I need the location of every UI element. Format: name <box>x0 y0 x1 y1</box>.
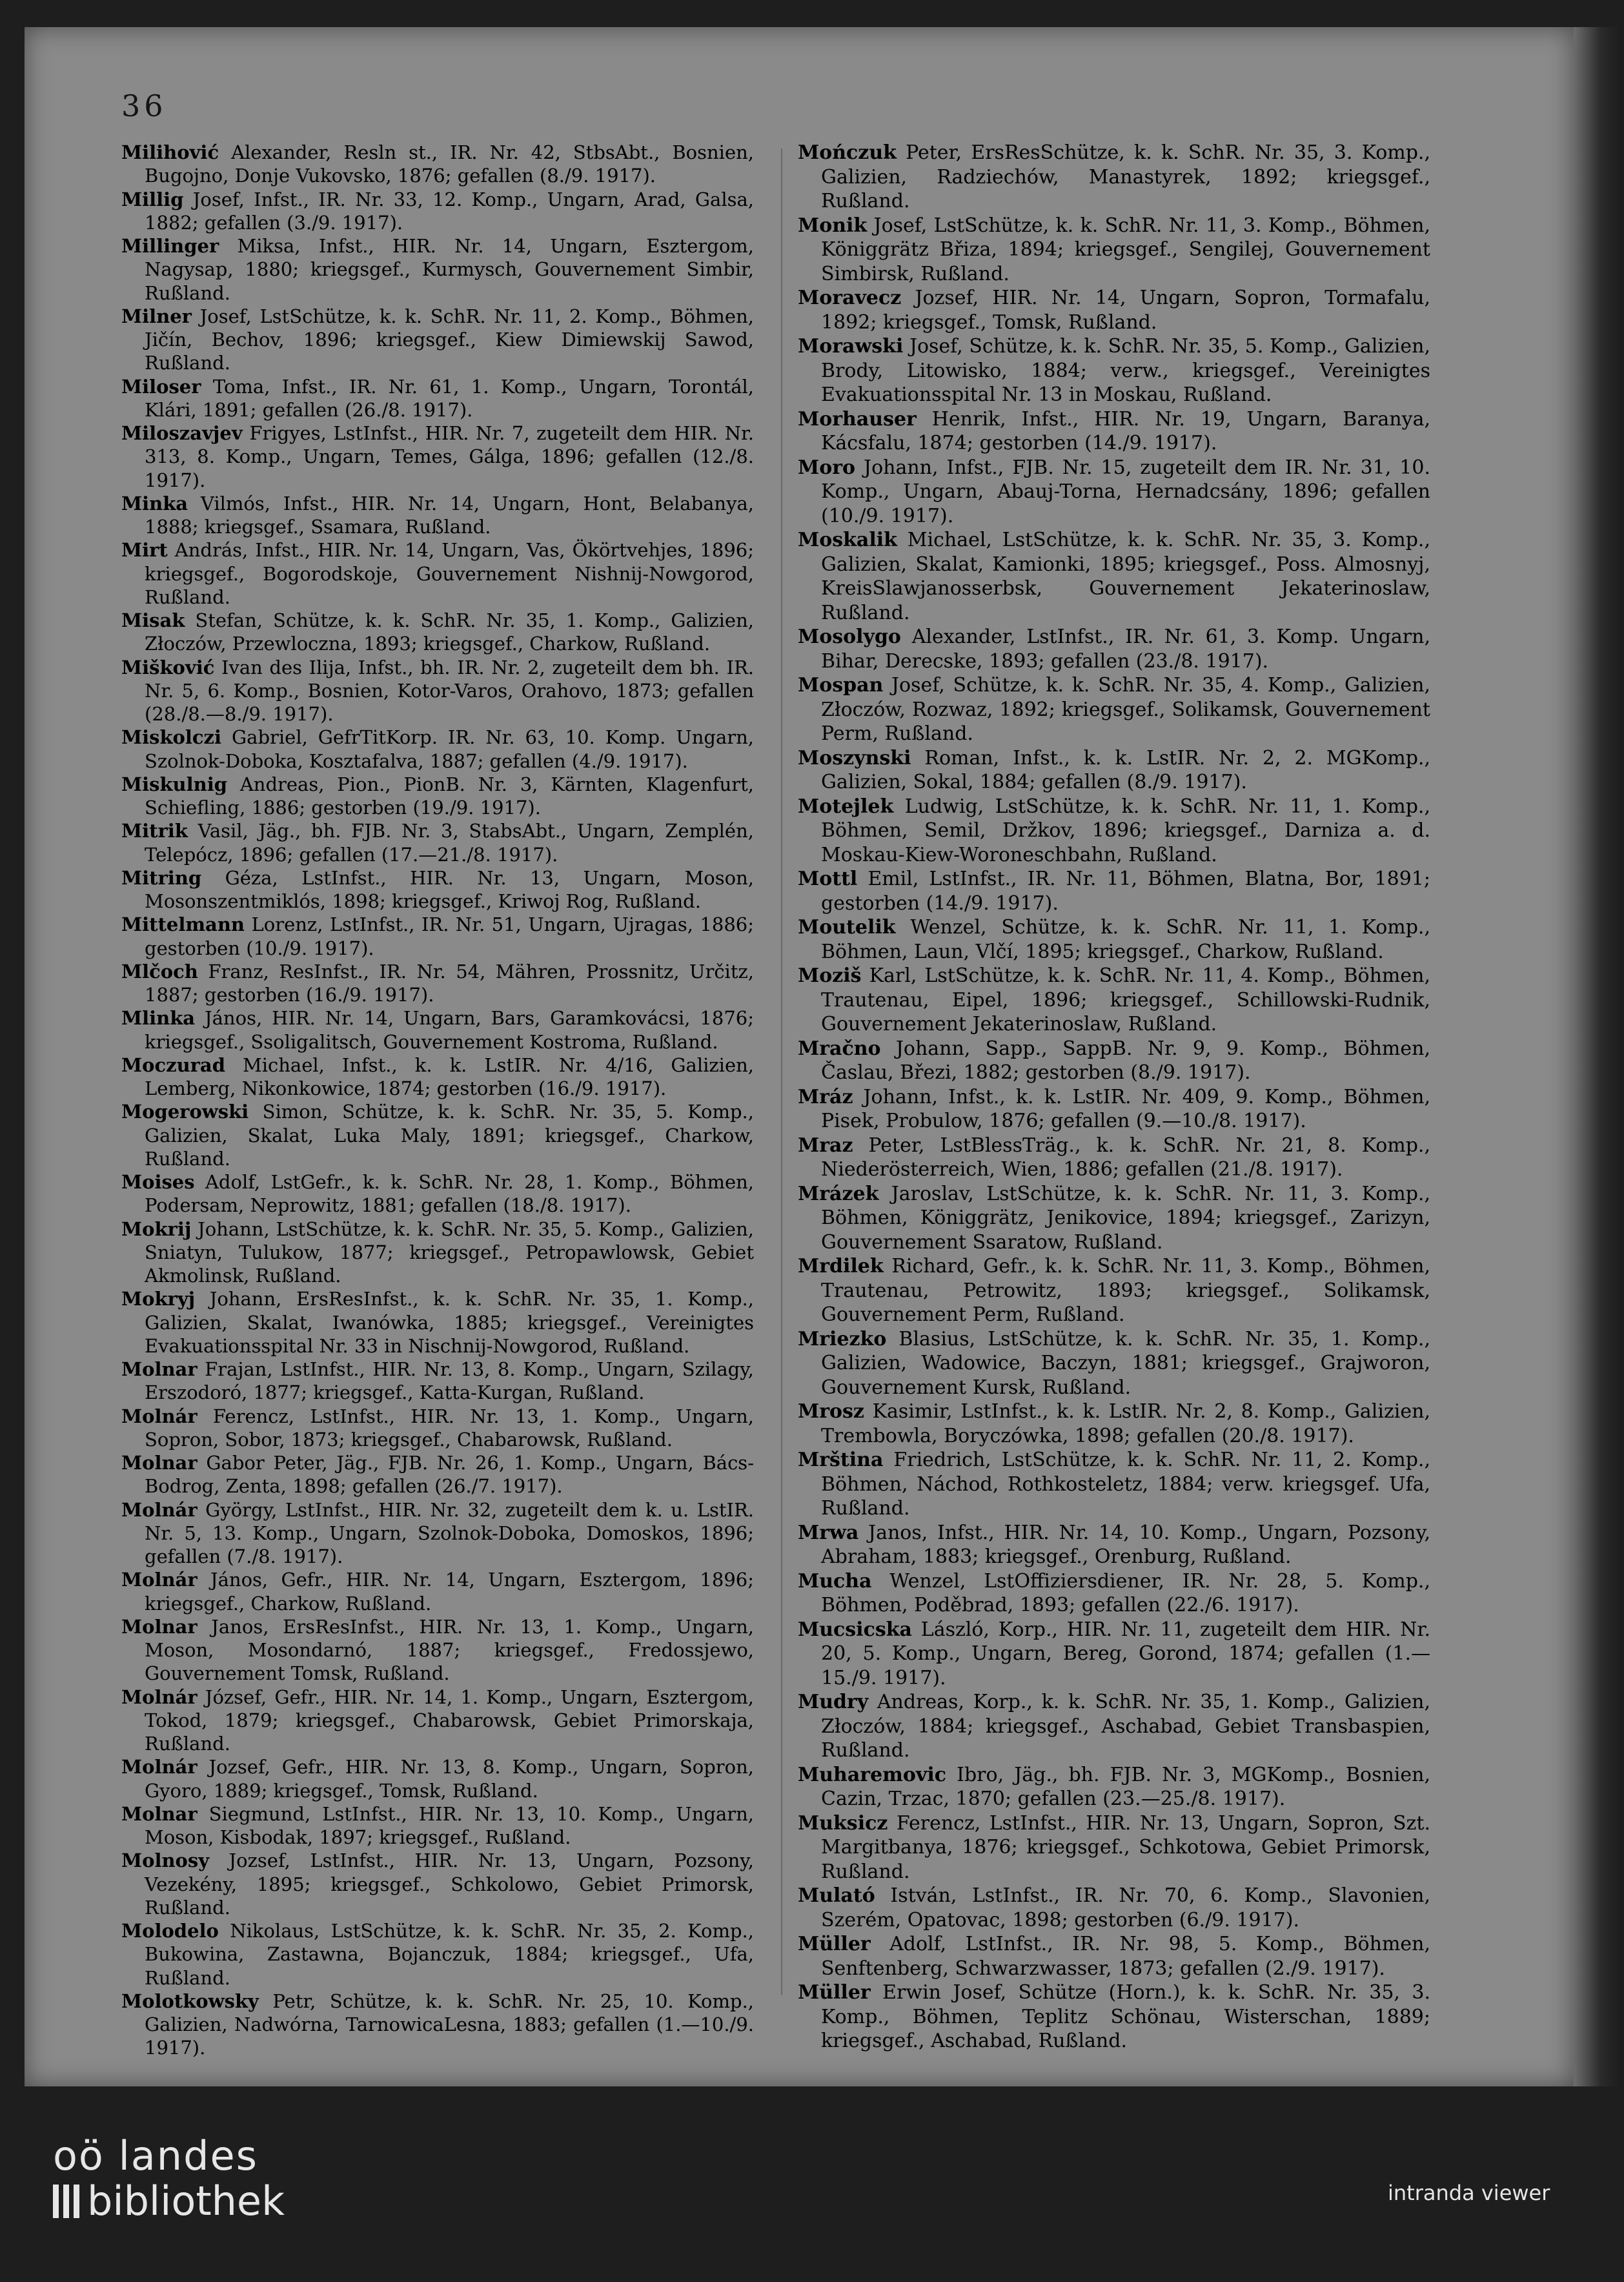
register-entry <box>121 1568 754 1615</box>
register-entry <box>121 1686 754 1756</box>
viewer-label[interactable]: intranda viewer <box>1388 2181 1550 2205</box>
entry-surname: Mrázek <box>798 1182 879 1205</box>
entry-details: Peter, LstBlessTräg., k. k. SchR. Nr. 21, 8. Komp., Niederösterreich, Wien, 1886; gefallen (21./8. 1917). <box>821 1134 1430 1181</box>
register-entry <box>798 746 1430 795</box>
entry-details: Alexander, LstInfst., IR. Nr. 61, 3. Komp. Ungarn, Bihar, Derecske, 1893; gefallen (23./8. 1917). <box>821 626 1430 673</box>
entry-surname: Molnar <box>121 1615 198 1638</box>
entry-details: Peter, ErsResSchütze, k. k. SchR. Nr. 35, 3. Komp., Galizien, Radziechów, Manastyrek, 1892; kriegsgef., Rußland. <box>821 141 1430 212</box>
entry-details: Ferencz, LstInfst., HIR. Nr. 13, Ungarn, Sopron, Szt. Margitbanya, 1876; kriegsgef., Schkotowa, Gebiet Primorsk, Rußland. <box>821 1811 1430 1883</box>
register-entry <box>121 1755 754 1802</box>
entry-surname: Mrosz <box>798 1400 864 1423</box>
register-entry <box>121 1451 754 1498</box>
register-entry <box>798 915 1430 964</box>
entry-details: Siegmund, LstInfst., HIR. Nr. 13, 10. Komp., Ungarn, Moson, Kisbodak, 1897; kriegsgef., Rußland. <box>145 1802 754 1848</box>
register-entry <box>121 960 754 1007</box>
entry-details: Ludwig, LstSchütze, k. k. SchR. Nr. 11, 1. Komp., Böhmen, Semil, Držkov, 1896; kriegsgef., Darniza a. d. Moskau-Kiew-Woroneschbahn, Rußland. <box>821 795 1430 866</box>
register-entry <box>798 1327 1430 1400</box>
register-entry <box>121 1849 754 1919</box>
entry-details: Frajan, LstInfst., HIR. Nr. 13, 8. Komp., Ungarn, Szilagy, Erszodoró, 1877; kriegsgef., Katta-Kurgan, Rußland. <box>145 1358 754 1404</box>
entry-surname: Miskulnig <box>121 773 228 795</box>
entry-surname: Millig <box>121 188 184 210</box>
entry-surname: Molnosy <box>121 1849 210 1872</box>
entry-details: János, Gefr., HIR. Nr. 14, Ungarn, Esztergom, 1896; kriegsgef., Charkow, Rußland. <box>145 1569 754 1615</box>
register-entry <box>798 1448 1430 1521</box>
library-logo[interactable] <box>53 2134 285 2224</box>
register-entry <box>121 1054 754 1101</box>
entry-details: Josef, Schütze, k. k. SchR. Nr. 35, 5. Komp., Galizien, Brody, Litowisko, 1884; verw., kriegsgef., Vereinigtes Evakuationsspital Nr. 13 in Moskau, Rußland. <box>821 335 1430 406</box>
entry-details: Kasimir, LstInfst., k. k. LstIR. Nr. 2, 8. Komp., Galizien, Trembowla, Boryczówka, 1898; gefallen (20./8. 1917). <box>821 1400 1430 1447</box>
entry-surname: Molnar <box>121 1358 198 1380</box>
page-edge <box>1574 27 1619 2086</box>
register-entry <box>798 407 1430 456</box>
register-entry <box>798 1618 1430 1691</box>
entry-surname: Mudry <box>798 1691 869 1713</box>
register-entry <box>121 1170 754 1217</box>
entry-surname: Miloszavjev <box>121 422 243 444</box>
entry-details: András, Infst., HIR. Nr. 14, Ungarn, Vas, Ökörtvehjes, 1896; kriegsgef., Bogorodskoje, Gouvernement Nishnij-Nowgorod, Rußland. <box>145 539 754 608</box>
register-entry <box>798 964 1430 1037</box>
register-entry <box>121 1100 754 1170</box>
entry-details: György, LstInfst., HIR. Nr. 32, zugeteilt dem k. u. LstIR. Nr. 5, 13. Komp., Ungarn, Szolnok-Doboka, Domoskos, 1896; gefallen (7./8. 1917). <box>145 1498 754 1567</box>
entry-surname: Muharemovic <box>798 1763 947 1786</box>
entry-details: Stefan, Schütze, k. k. SchR. Nr. 35, 1. Komp., Galizien, Złoczów, Przewloczna, 1893; kriegsgef., Charkow, Rußland. <box>145 609 754 655</box>
entry-surname: Milihović <box>121 141 219 163</box>
left-column <box>121 141 754 2060</box>
entry-surname: Molnár <box>121 1498 198 1521</box>
entry-surname: Morhauser <box>798 407 917 431</box>
register-entry <box>798 1037 1430 1085</box>
entry-surname: Monik <box>798 214 868 237</box>
entry-surname: Mottl <box>798 868 858 890</box>
entry-details: Johann, Infst., k. k. LstIR. Nr. 409, 9. Komp., Böhmen, Pisek, Probulow, 1876; gefallen (9.—10./8. 1917). <box>821 1085 1430 1132</box>
entry-details: Andreas, Pion., PionB. Nr. 3, Kärnten, Klagenfurt, Schiefling, 1886; gestorben (19./9. 1917). <box>145 773 754 819</box>
entry-details: Michael, Infst., k. k. LstIR. Nr. 4/16, Galizien, Lemberg, Nikonkowice, 1874; gestorben (16./9. 1917). <box>145 1054 754 1099</box>
column-divider <box>781 148 782 1995</box>
register-entry <box>121 726 754 773</box>
register-entry <box>121 1006 754 1054</box>
entry-details: Ibro, Jäg., bh. FJB. Nr. 3, MGKomp., Bosnien, Cazin, Trzac, 1870; gefallen (23.—25./8. 1917). <box>821 1763 1430 1810</box>
entry-details: Erwin Josef, Schütze (Horn.), k. k. SchR. Nr. 35, 3. Komp., Böhmen, Teplitz Schönau, Wisterschan, 1889; kriegsgef., Aschabad, Rußland. <box>821 1981 1430 2052</box>
register-entry <box>121 538 754 609</box>
register-entry <box>121 1405 754 1452</box>
entry-details: Wenzel, Schütze, k. k. SchR. Nr. 11, 1. Komp., Böhmen, Laun, Vlčí, 1895; kriegsgef., Charkow, Rußland. <box>821 916 1430 963</box>
register-entry <box>121 422 754 492</box>
entry-surname: Minka <box>121 492 188 514</box>
register-entry <box>798 1690 1430 1763</box>
entry-surname: Molnar <box>121 1452 198 1474</box>
entry-details: Janos, Infst., HIR. Nr. 14, 10. Komp., Ungarn, Pozsony, Abraham, 1883; kriegsgef., Orenburg, Rußland. <box>821 1521 1430 1568</box>
entry-details: Vilmós, Infst., HIR. Nr. 14, Ungarn, Hont, Belabanya, 1888; kriegsgef., Ssamara, Rußland. <box>145 492 754 538</box>
register-entry <box>121 305 754 375</box>
register-entry <box>121 1990 754 2060</box>
register-entry <box>798 1134 1430 1182</box>
entry-details: Frigyes, LstInfst., HIR. Nr. 7, zugeteilt dem HIR. Nr. 313, 8. Komp., Ungarn, Temes, Gálga, 1896; gefallen (12./8. 1917). <box>145 422 754 491</box>
entry-surname: Mokrij <box>121 1217 192 1240</box>
register-entry <box>798 1182 1430 1255</box>
register-entry <box>798 1981 1430 2053</box>
entry-surname: Miskolczi <box>121 726 222 749</box>
register-entry <box>798 528 1430 625</box>
entry-details: Adolf, LstInfst., IR. Nr. 98, 5. Komp., Böhmen, Senftenberg, Schwarzwasser, 1873; gefallen (2./9. 1917). <box>821 1933 1430 1980</box>
entry-surname: Mlčoch <box>121 960 198 983</box>
register-entry <box>121 1217 754 1288</box>
entry-surname: Mračno <box>798 1037 881 1060</box>
entry-surname: Mospan <box>798 674 884 697</box>
register-entry <box>798 1254 1430 1327</box>
entry-details: Jozsef, Gefr., HIR. Nr. 13, 8. Komp., Ungarn, Sopron, Gyoro, 1889; kriegsgef., Tomsk, Rußland. <box>145 1756 754 1802</box>
register-entry <box>798 625 1430 673</box>
logo-text-line2: bibliothek <box>87 2177 285 2225</box>
entry-surname: Mucha <box>798 1569 872 1593</box>
entry-surname: Mulató <box>798 1884 875 1907</box>
entry-details: Karl, LstSchütze, k. k. SchR. Nr. 11, 4. Komp., Böhmen, Trautenau, Eipel, 1896; kriegsgef., Schillowski-Rudnik, Gouvernement Jekaterinoslaw, Rußland. <box>821 964 1430 1035</box>
entry-details: Josef, Infst., IR. Nr. 33, 12. Komp., Ungarn, Arad, Galsa, 1882; gefallen (3./9. 1917). <box>145 188 754 234</box>
entry-details: Friedrich, LstSchütze, k. k. SchR. Nr. 11, 2. Komp., Böhmen, Náchod, Rothkosteletz, 1884; verw. kriegsgef. Ufa, Rußland. <box>821 1449 1430 1520</box>
register-entry <box>121 234 754 305</box>
entry-details: Ferencz, LstInfst., HIR. Nr. 13, 1. Komp., Ungarn, Sopron, Sobor, 1873; kriegsgef., Chabarowsk, Rußland. <box>145 1405 754 1451</box>
entry-details: Josef, LstSchütze, k. k. SchR. Nr. 11, 2. Komp., Böhmen, Jičín, Bechov, 1896; kriegsgef., Kiew Dimiewskij Sawod, Rußland. <box>145 305 754 374</box>
entry-details: Toma, Infst., IR. Nr. 61, 1. Komp., Ungarn, Torontál, Klári, 1891; gefallen (26./8. 1917). <box>145 375 754 421</box>
register-entry <box>121 913 754 960</box>
entry-details: Josef, Schütze, k. k. SchR. Nr. 35, 4. Komp., Galizien, Złoczów, Rozwaz, 1892; kriegsgef., Solikamsk, Gouvernement Perm, Rußland. <box>821 674 1430 745</box>
register-entry <box>798 795 1430 868</box>
register-entry <box>798 1400 1430 1448</box>
entry-surname: Misak <box>121 609 185 631</box>
register-entry <box>798 214 1430 287</box>
register-entry <box>121 1498 754 1569</box>
register-entry <box>121 492 754 539</box>
entry-surname: Moszynski <box>798 746 911 769</box>
entry-surname: Morawski <box>798 335 904 358</box>
entry-surname: Mittelmann <box>121 913 245 936</box>
entry-surname: Moutelik <box>798 916 896 939</box>
entry-surname: Mogerowski <box>121 1101 249 1123</box>
entry-surname: Mrdilek <box>798 1255 884 1278</box>
entry-surname: Moises <box>121 1171 195 1193</box>
register-entry <box>121 375 754 422</box>
entry-surname: Mriezko <box>798 1327 887 1350</box>
entry-surname: Müller <box>798 1981 871 2004</box>
logo-bars-icon <box>53 2185 79 2218</box>
entry-surname: Molodelo <box>121 1920 219 1942</box>
register-entry <box>798 1811 1430 1884</box>
entry-details: Richard, Gefr., k. k. SchR. Nr. 11, 3. Komp., Böhmen, Trautenau, Petrowitz, 1893; kriegsgef., Solikamsk, Gouvernement Perm, Rußland. <box>821 1255 1430 1326</box>
entry-details: László, Korp., HIR. Nr. 11, zugeteilt dem HIR. Nr. 20, 5. Komp., Ungarn, Bereg, Gorond, 1874; gefallen (1.—15./9. 1917). <box>821 1618 1430 1689</box>
entry-details: Roman, Infst., k. k. LstIR. Nr. 2, 2. MGKomp., Galizien, Sokal, 1884; gefallen (8./9. 1917). <box>821 746 1430 793</box>
entry-surname: Mokryj <box>121 1288 196 1310</box>
page-number: 36 <box>121 88 167 123</box>
entry-details: Petr, Schütze, k. k. SchR. Nr. 25, 10. Komp., Galizien, Nadwórna, TarnowicaLesna, 1883; gefallen (1.—10./9. 1917). <box>145 1990 754 2059</box>
entry-details: Lorenz, LstInfst., IR. Nr. 51, Ungarn, Ujragas, 1886; gestorben (10./9. 1917). <box>145 913 754 959</box>
register-entry <box>121 141 754 188</box>
entry-surname: Mucsicska <box>798 1618 912 1641</box>
entry-surname: Motejlek <box>798 795 894 818</box>
register-entry <box>798 1569 1430 1618</box>
entry-surname: Molotkowsky <box>121 1990 259 2012</box>
entry-surname: Moczurad <box>121 1054 226 1076</box>
entry-surname: Mitrik <box>121 820 188 842</box>
entry-details: Ivan des Ilija, Infst., bh. IR. Nr. 2, zugeteilt dem bh. IR. Nr. 5, 6. Komp., Bosnien, Kotor-Varos, Orahovo, 1873; gefallen (28./8.—8./9. 1917). <box>145 656 754 725</box>
right-column <box>798 141 1430 2053</box>
entry-surname: Mrština <box>798 1449 884 1471</box>
entry-details: Johann, Sapp., SappB. Nr. 9, 9. Komp., Böhmen, Časlau, Březi, 1882; gestorben (8./9. 1917). <box>821 1037 1430 1084</box>
register-entry <box>121 609 754 656</box>
register-entry <box>121 866 754 913</box>
entry-details: Jozsef, LstInfst., HIR. Nr. 13, Ungarn, Pozsony, Vezekény, 1895; kriegsgef., Schkolowo, Gebiet Primorsk, Rußland. <box>145 1849 754 1919</box>
entry-details: Johann, ErsResInfst., k. k. SchR. Nr. 35, 1. Komp., Galizien, Skalat, Iwanówka, 1885; kriegsgef., Vereinigtes Evakuationsspital Nr. 33 in Nischnij-Nowgorod, Rußland. <box>145 1288 754 1357</box>
register-entry <box>798 1085 1430 1134</box>
entry-surname: Molnár <box>121 1756 198 1778</box>
entry-details: Miksa, Infst., HIR. Nr. 14, Ungarn, Esztergom, Nagysap, 1880; kriegsgef., Kurmysch, Gouvernement Simbir, Rußland. <box>145 235 754 304</box>
entry-surname: Moziš <box>798 964 862 987</box>
entry-surname: Miloser <box>121 375 201 398</box>
logo-text-line1: oö landes <box>53 2132 258 2179</box>
register-entry <box>121 1358 754 1405</box>
entry-details: Michael, LstSchütze, k. k. SchR. Nr. 35, 3. Komp., Galizien, Skalat, Kamionki, 1895; kriegsgef., Poss. Almosnyj, KreisSlawjanosserbsk, Gouvernement Jekaterinoslaw, Rußland. <box>821 529 1430 624</box>
register-entry <box>121 773 754 820</box>
entry-surname: Milner <box>121 305 192 327</box>
entry-details: Jaroslav, LstSchütze, k. k. SchR. Nr. 11, 3. Komp., Böhmen, Königgrätz, Jenikovice, 1894; kriegsgef., Zarizyn, Gouvernement Ssaratow, Rußland. <box>821 1182 1430 1254</box>
entry-surname: Mraz <box>798 1134 853 1157</box>
entry-details: Alexander, Resln st., IR. Nr. 42, StbsAbt., Bosnien, Bugojno, Donje Vukovsko, 1876; gefallen (8./9. 1917). <box>145 141 754 187</box>
register-entry <box>798 867 1430 915</box>
entry-details: János, HIR. Nr. 14, Ungarn, Bars, Garamkovácsi, 1876; kriegsgef., Ssoligalitsch, Gouvernement Kostroma, Rußland. <box>145 1007 754 1053</box>
register-entry <box>121 1802 754 1849</box>
entry-details: Adolf, LstGefr., k. k. SchR. Nr. 28, 1. Komp., Böhmen, Podersam, Neprowitz, 1881; gefallen (18./8. 1917). <box>145 1171 754 1217</box>
register-entry <box>121 819 754 866</box>
entry-surname: Müller <box>798 1933 871 1955</box>
entry-details: Blasius, LstSchütze, k. k. SchR. Nr. 35, 1. Komp., Galizien, Wadowice, Baczyn, 1881; kriegsgef., Grajworon, Gouvernement Kursk, Rußland. <box>821 1327 1430 1399</box>
register-entry <box>798 1763 1430 1811</box>
register-entry <box>798 1932 1430 1981</box>
entry-surname: Mlinka <box>121 1007 196 1030</box>
entry-surname: Moskalik <box>798 529 897 551</box>
entry-surname: Mitring <box>121 866 202 889</box>
entry-surname: Mosolygo <box>798 626 901 648</box>
entry-details: Johann, Infst., FJB. Nr. 15, zugeteilt dem IR. Nr. 31, 10. Komp., Ungarn, Abauj-Torna, Hernadcsány, 1896; gefallen (10./9. 1917). <box>821 456 1430 527</box>
entry-surname: Moro <box>798 456 856 479</box>
logo-line2-row <box>53 2179 285 2224</box>
entry-surname: Millinger <box>121 235 219 257</box>
register-entry <box>798 673 1430 746</box>
register-entry <box>798 334 1430 407</box>
entry-surname: Molnár <box>121 1686 198 1708</box>
entry-details: Janos, ErsResInfst., HIR. Nr. 13, 1. Komp., Ungarn, Moson, Mosondarnó, 1887; kriegsgef., Fredossjewo, Gouvernement Tomsk, Rußland. <box>145 1615 754 1685</box>
entry-surname: Moravecz <box>798 287 902 309</box>
register-entry <box>121 1919 754 1990</box>
register-entry <box>798 1521 1430 1569</box>
entry-surname: Mišković <box>121 656 215 678</box>
entry-details: Géza, LstInfst., HIR. Nr. 13, Ungarn, Moson, Mosonszentmiklós, 1898; kriegsgef., Kriwoj Rog, Rußland. <box>145 866 754 912</box>
entry-details: Gabriel, GefrTitKorp. IR. Nr. 63, 10. Komp. Ungarn, Szolnok-Doboka, Kosztafalva, 1887; gefallen (4./9. 1917). <box>145 726 754 772</box>
entry-surname: Mirt <box>121 539 168 562</box>
entry-details: Johann, LstSchütze, k. k. SchR. Nr. 35, 5. Komp., Galizien, Sniatyn, Tulukow, 1877; kriegsgef., Petropawlowsk, Gebiet Akmolinsk, Rußland. <box>145 1217 754 1287</box>
entry-details: Simon, Schütze, k. k. SchR. Nr. 35, 5. Komp., Galizien, Skalat, Luka Maly, 1891; kriegsgef., Charkow, Rußland. <box>145 1101 754 1170</box>
entry-surname: Mráz <box>798 1085 853 1108</box>
entry-details: Andreas, Korp., k. k. SchR. Nr. 35, 1. Komp., Galizien, Złoczów, 1884; kriegsgef., Aschabad, Gebiet Transbaspien, Rußland. <box>821 1691 1430 1762</box>
entry-surname: Molnár <box>121 1569 198 1591</box>
register-entry <box>798 141 1430 214</box>
register-entry <box>798 1884 1430 1932</box>
entry-details: Gabor Peter, Jäg., FJB. Nr. 26, 1. Komp., Ungarn, Bács-Bodrog, Zenta, 1898; gefallen (26./7. 1917). <box>145 1452 754 1498</box>
register-entry <box>121 656 754 726</box>
entry-surname: Molnár <box>121 1405 198 1427</box>
entry-details: Henrik, Infst., HIR. Nr. 19, Ungarn, Baranya, Kácsfalu, 1874; gestorben (14./9. 1917). <box>821 407 1430 454</box>
entry-surname: Muksicz <box>798 1811 888 1835</box>
entry-details: Josef, LstSchütze, k. k. SchR. Nr. 11, 3. Komp., Böhmen, Königgrätz Břiza, 1894; kriegsgef., Sengilej, Gouvernement Simbirsk, Rußland. <box>821 214 1430 285</box>
entry-details: Jozsef, HIR. Nr. 14, Ungarn, Sopron, Tormafalu, 1892; kriegsgef., Tomsk, Rußland. <box>821 287 1430 334</box>
register-entry <box>798 456 1430 529</box>
register-entry <box>798 286 1430 334</box>
entry-details: Franz, ResInfst., IR. Nr. 54, Mähren, Prossnitz, Určitz, 1887; gestorben (16./9. 1917). <box>145 960 754 1006</box>
entry-details: Emil, LstInfst., IR. Nr. 11, Böhmen, Blatna, Bor, 1891; gestorben (14./9. 1917). <box>821 868 1430 915</box>
register-entry <box>121 1287 754 1358</box>
register-entry <box>121 1615 754 1686</box>
entry-surname: Mrwa <box>798 1521 859 1544</box>
entry-surname: Mończuk <box>798 141 897 164</box>
entry-details: Wenzel, LstOffiziersdiener, IR. Nr. 28, 5. Komp., Böhmen, Poděbrad, 1893; gefallen (22./6. 1917). <box>821 1569 1430 1616</box>
register-entry <box>121 188 754 235</box>
entry-surname: Molnar <box>121 1802 198 1825</box>
entry-details: Vasil, Jäg., bh. FJB. Nr. 3, StabsAbt., Ungarn, Zemplén, Telepócz, 1896; gefallen (17.—21./8. 1917). <box>145 820 754 866</box>
entry-details: István, LstInfst., IR. Nr. 70, 6. Komp., Slavonien, Szerém, Opatovac, 1898; gestorben (6./9. 1917). <box>821 1884 1430 1931</box>
entry-details: József, Gefr., HIR. Nr. 14, 1. Komp., Ungarn, Esztergom, Tokod, 1879; kriegsgef., Chabarowsk, Gebiet Primorskaja, Rußland. <box>145 1686 754 1755</box>
entry-details: Nikolaus, LstSchütze, k. k. SchR. Nr. 35, 2. Komp., Bukowina, Zastawna, Bojanczuk, 1884; kriegsgef., Ufa, Rußland. <box>145 1920 754 1989</box>
